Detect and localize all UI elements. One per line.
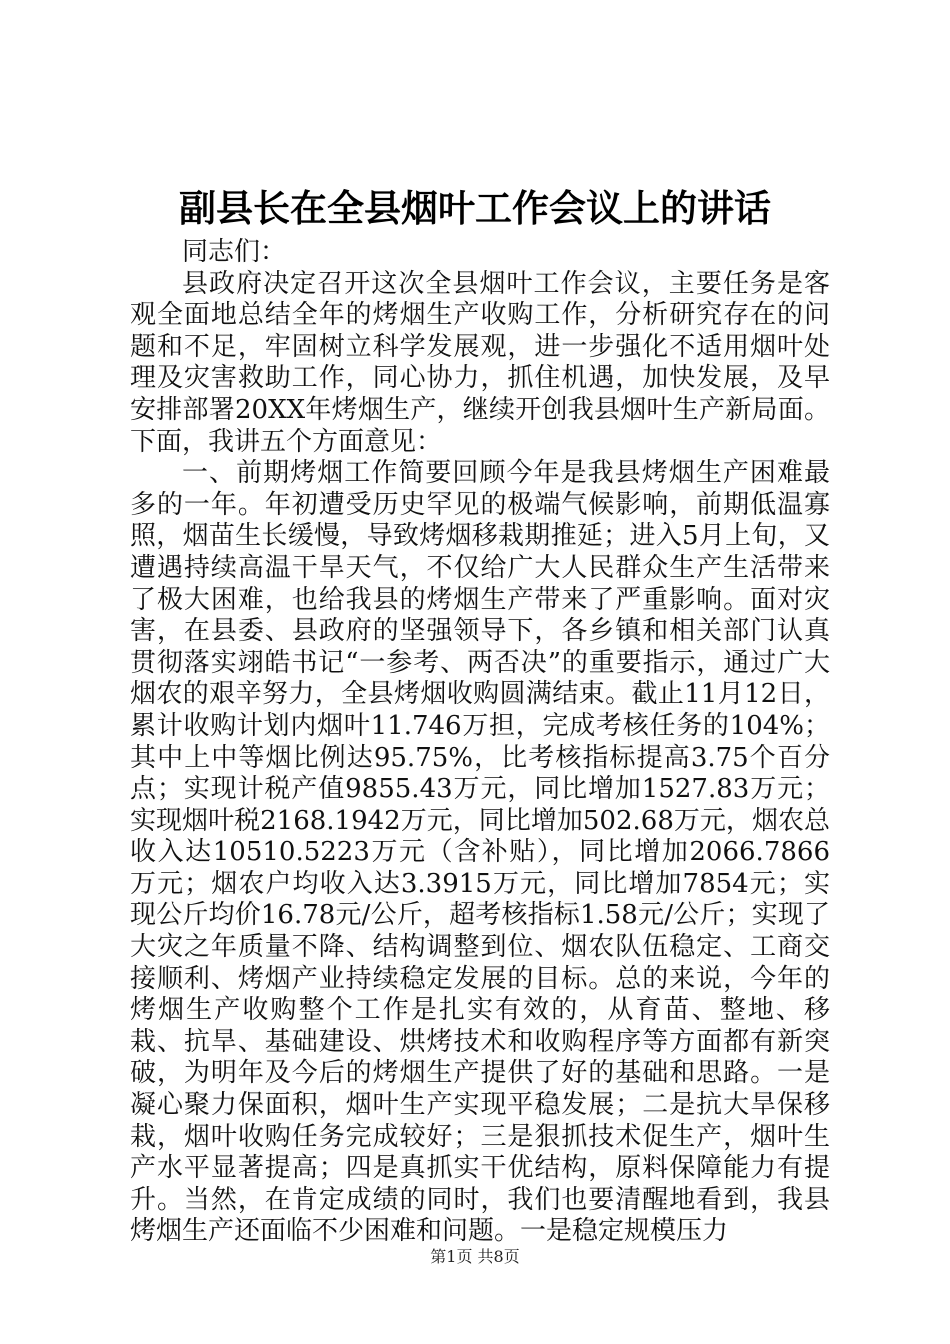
page-number-footer: 第1页 共8页 <box>430 1247 520 1266</box>
document-title: 副县长在全县烟叶工作会议上的讲话 <box>179 186 771 230</box>
salutation-paragraph: 同志们： <box>182 237 287 267</box>
review-paragraph: 一、前期烤烟工作简要回顾今年是我县烤烟生产困难最多的一年。年初遭受历史罕见的极端气候影响，前期低温寡照，烟苗生长缓慢，导致烤烟移栽期推延；进入5月上旬，又遭遇持续高温干旱天气，不仅给广大人民群众生产生活带来了极大困难，也给我县的烤烟生产带来了严重影响。面对灾害，在县委、县政府的坚强领导下，各乡镇和相关部门认真贯彻落实翊皓书记“一参考、两否决”的重要指示，通过广大烟农的艰辛努力，全县烤烟收购圆满结束。截止11月12日，累计收购计划内烟叶11.746万担，完成考核任务的104%；其中上中等烟比例达95.75%，比考核指标提高3.75个百分点；实现计税产值9855.43万元，同比增加1527.83万元；实现烟叶税2168.1942万元，同比增加502.68万元，烟农总收入达10510.5223万元（含补贴），同比增加2066.7866万元；烟农户均收入达3.3915万元，同比增加7854元；实现公斤均价16.78元/公斤，超考核指标1.58元/公斤；实现了大灾之年质量不降、结构调整到位、烟农队伍稳定、工商交接顺利、烤烟产业持续稳定发展的目标。总的来说，今年的烤烟生产收购整个工作是扎实有效的，从育苗、整地、移栽、抗旱、基础建设、烘烤技术和收购程序等方面都有新突破，为明年及今后的烤烟生产提供了好的基础和思路。一是凝心聚力保面积，烟叶生产实现平稳发展；二是抗大旱保移栽，烟叶收购任务完成较好；三是狠抓技术促生产，烟叶生产水平显著提高；四是真抓实干优结构，原料保障能力有提升。当然，在肯定成绩的同时，我们也要清醒地看到，我县烤烟生产还面临不少困难和问题。一是稳定规模压力 <box>130 458 830 1247</box>
document-body <box>130 237 830 1248</box>
intro-paragraph: 县政府决定召开这次全县烟叶工作会议，主要任务是客观全面地总结全年的烤烟生产收购工作，分析研究存在的问题和不足，牢固树立科学发展观，进一步强化不适用烟叶处理及灾害救助工作，同心协力，抓住机遇，加快发展，及早安排部署20XX年烤烟生产，继续开创我县烟叶生产新局面。下面，我讲五个方面意见： <box>130 268 830 457</box>
